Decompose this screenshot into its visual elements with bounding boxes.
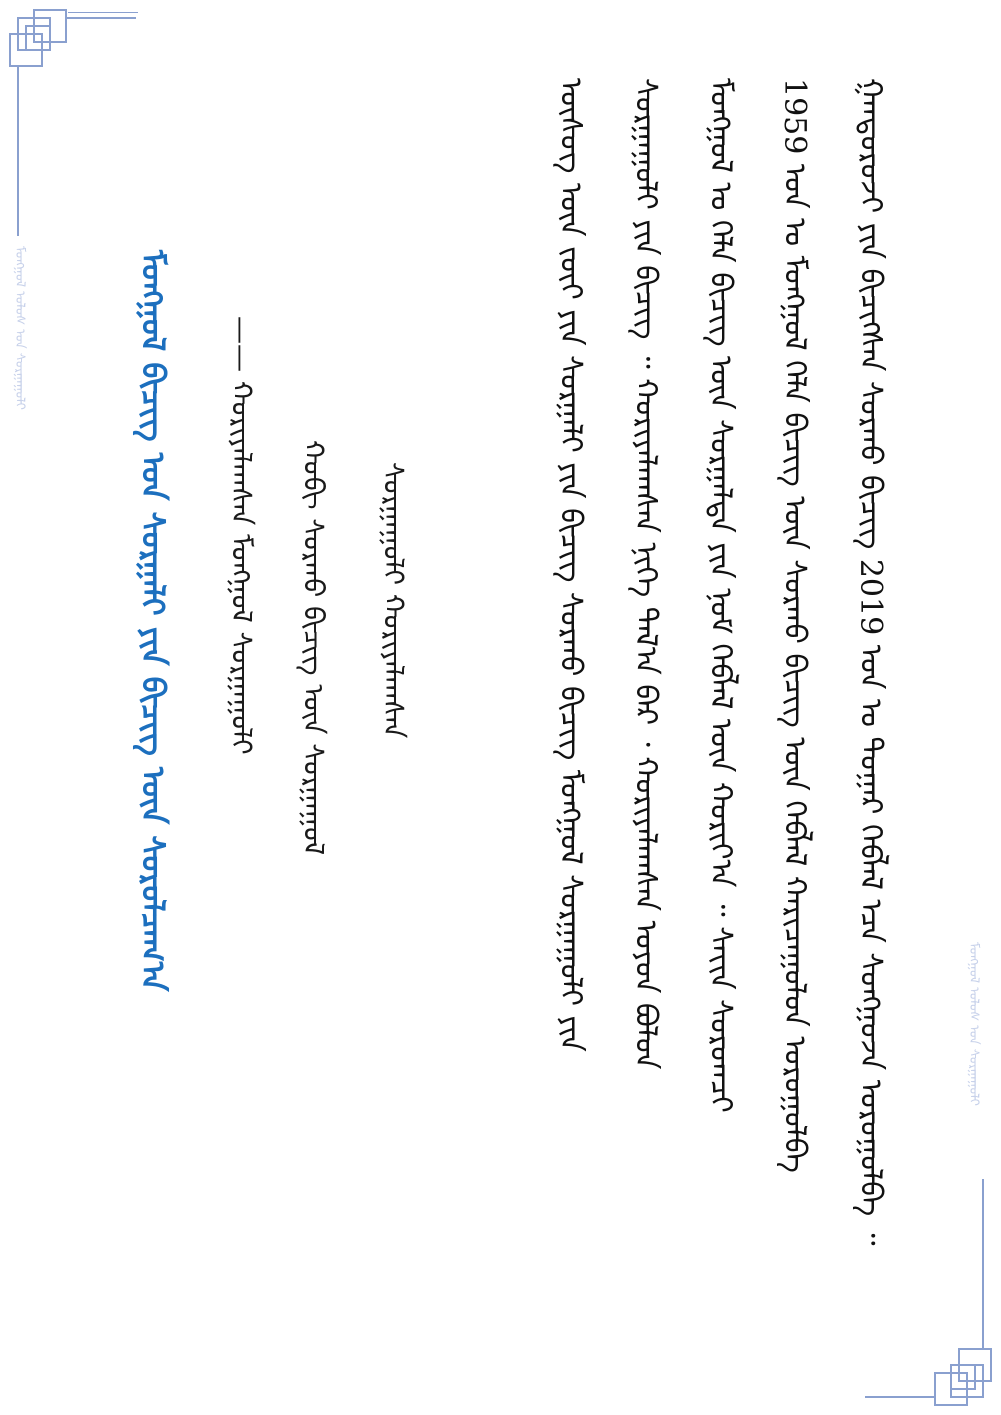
watermark-right: ᠮᠣᠩᠭᠣᠯ ᠤᠯᠤᠰ ᠤᠨ ᠰᠤᠷᠭᠠᠭᠤᠯᠢ	[966, 942, 981, 1106]
page-title: ᠮᠣᠩᠭᠣᠯ ᠪᠢᠴᠢᠭ ᠤᠨ ᠰᠤᠷᠭᠠᠯᠢ ᠶᠢᠨ ᠪᠢᠴᠢᠭ ᠦᠨ ᠰᠤᠷᠤᠯᠴᠠᠭ᠎ᠠ	[134, 250, 172, 992]
subtitle-line-3: ᠰᠤᠷᠭᠠᠭᠤᠯᠢ ᠬᠣᠷᠢᠶᠠᠯᠠᠭᠰᠠᠨ	[377, 462, 410, 739]
subtitle-line-1: —— ᠬᠣᠷᠢᠶᠠᠯᠠᠭᠰᠠᠨ ᠮᠣᠩᠭᠣᠯ ᠰᠤᠷᠭᠠᠭᠤᠯᠢ	[225, 316, 258, 755]
body-column-2: 1959 ᠣᠨ ᠤ ᠮᠣᠩᠭᠣᠯ ᠬᠡᠯᠡ ᠪᠢᠴᠢᠭ ᠦᠨ ᠰᠤᠷᠬᠤ ᠪᠢᠴᠢᠭ ᠦᠨ ᠬᠡᠪᠯᠡᠯ ᠬᠠᠷᠢᠴᠠᠭᠤᠯᠤᠨ ᠤᠷᠤᠭᠤᠯᠪᠠ	[777, 78, 812, 1173]
watermark-left: ᠮᠣᠩᠭᠣᠯ ᠤᠯᠤᠰ ᠤᠨ ᠰᠤᠷᠭᠠᠭᠤᠯᠢ	[12, 246, 27, 410]
subtitle-line-2: ᠬᠤᠪᠢ ᠰᠤᠷᠬᠤ ᠪᠢᠴᠢᠭ ᠦᠨ ᠰᠤᠷᠭᠠᠭᠤᠯ	[297, 440, 330, 856]
body-column-5: ᠦᠰᠦᠭ ᠦᠨ ᠵᠦᠢ ᠶᠢᠨ ᠰᠤᠷᠭᠠᠯᠢ ᠶᠢᠨ ᠪᠢᠴᠢᠭ ᠰᠤᠷᠬᠤ ᠪᠢᠴᠢᠭ ᠮᠣᠩᠭᠣᠯ ᠰᠤᠷᠭᠠᠭᠤᠯᠢ ᠶᠢᠨ	[553, 78, 588, 1052]
body-column-4: ᠰᠤᠷᠭᠠᠭᠤᠯᠢ ᠶᠢᠨ ᠪᠢᠴᠢᠭ ᠃ ᠬᠣᠷᠢᠶᠠᠯᠠᠭᠰᠠᠨ ᠨᠢᠭᠡ ᠲᠠᠯ᠎ᠠ ᠪᠠᠷ ᠂ ᠬᠣᠷᠢᠶᠠᠯᠠᠭᠰᠠᠨ ᠣᠶᠤᠨ ᠪᠣᠯᠣᠨ	[628, 78, 663, 1070]
corner-ornament-top-left	[0, 0, 140, 240]
frame-line-top	[68, 12, 138, 13]
body-column-3: ᠮᠣᠩᠭᠣᠯ ᠤ ᠬᠡᠯᠡ ᠪᠢᠴᠢᠭ ᠦᠨ ᠰᠤᠷᠭᠠᠯᠲᠠ ᠶᠢᠨ ᠨᠤᠮ ᠬᠡᠪᠯᠡᠯ ᠦᠨ ᠬᠣᠷᠢᠶ᠎ᠠ ᠃ ᠰᠠᠶ᠋ᠢᠨ ᠰᠤᠷᠤᠭᠴᠢ	[703, 78, 738, 1113]
body-column-1: ᠭᠠᠨᠳᠣᠷᠣᠵᠢ ᠶᠢᠨ ᠪᠢᠴᠢᠭᠰᠡᠨ ᠰᠤᠷᠬᠤ ᠪᠢᠴᠢᠭ 2019 ᠣᠨ ᠤ ᠳᠤᠭᠠᠷ ᠬᠡᠪᠯᠡᠯ ᠡᠴᠡ ᠰᠣᠩᠭᠣᠵᠠ ᠣᠷᠣᠭᠤᠯᠪᠠ ᠃	[853, 78, 888, 1246]
